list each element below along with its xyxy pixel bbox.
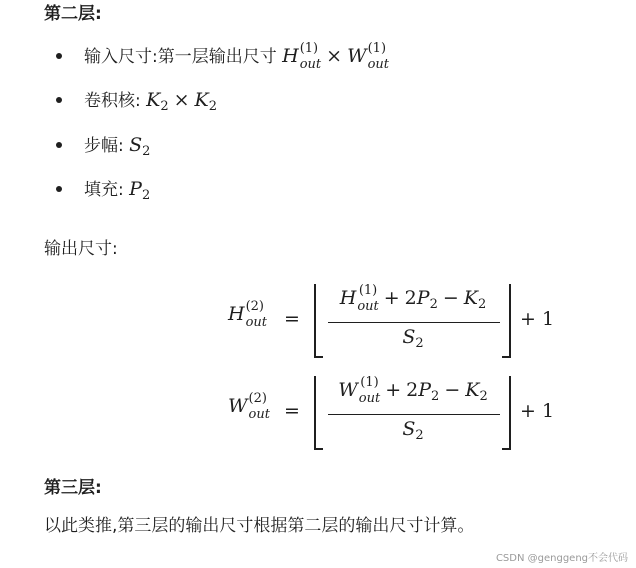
floor-right-bracket [502,284,511,358]
item-label: 卷积核: [84,91,141,111]
item-label: 输入尺寸:第一层输出尺寸 [84,47,277,67]
equals-sign: = [284,400,300,422]
equals-sign: = [284,308,300,330]
floor-left-bracket [314,284,323,358]
fraction-denominator: $S_2$ [402,418,424,443]
math-input-size: H (1) out × W (1) out [282,41,390,72]
fraction-bar [328,414,500,415]
item-label: 填充: [84,180,124,200]
fraction-bar [328,322,500,323]
watermark: CSDN @genggeng不会代码 [495,553,628,564]
fraction-numerator: W (1) out + $2P_2 - K_2$ [338,375,488,406]
equation-width [220,372,580,456]
item-label: 步幅: [84,136,124,156]
math-stride: $S_2$ [129,134,151,159]
equation-lhs: W (2) out [228,391,270,422]
math-padding: $P_2$ [129,178,151,203]
section-heading-layer2: 第二层: [44,4,102,24]
floor-right-bracket [502,376,511,450]
fraction-numerator: H (1) out + $2P_2 - K_2$ [339,283,487,314]
plus-one: + 1 [520,400,555,422]
bullet-dot [56,142,62,148]
math-kernel: $K_2 \times K_2$ [146,89,218,114]
output-size-label: 输出尺寸: [44,239,118,259]
floor-left-bracket [314,376,323,450]
section-heading-layer3: 第三层: [44,478,102,498]
equation-height [220,280,580,364]
bullet-dot [56,53,62,59]
conclusion-text: 以此类推,第三层的输出尺寸根据第二层的输出尺寸计算。 [44,516,475,536]
fraction-denominator: $S_2$ [402,326,424,351]
bullet-dot [56,97,62,103]
bullet-dot [56,186,62,192]
plus-one: + 1 [520,308,555,330]
equation-lhs: H (2) out [228,299,268,330]
